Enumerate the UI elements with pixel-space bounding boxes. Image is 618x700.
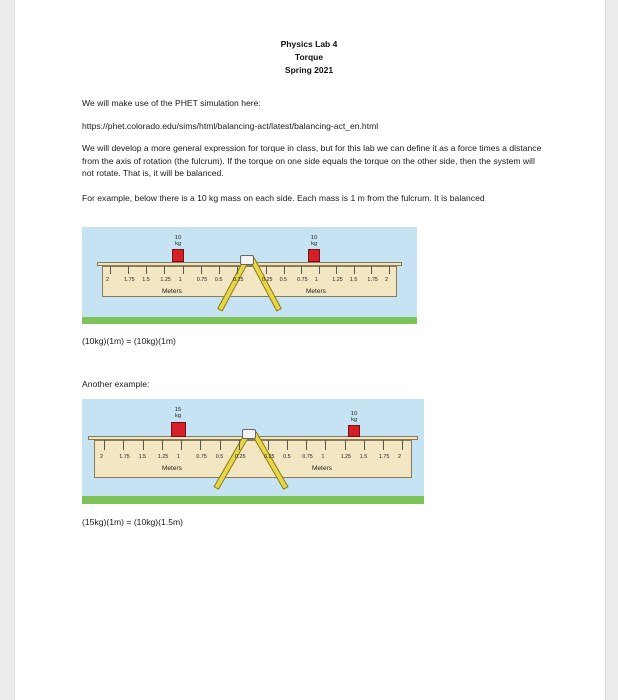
grass-ground [82,496,424,504]
balance-figure-2 [82,399,424,504]
ruler-tick-right [371,266,372,274]
ruler-tick-label-left: 1.25 [160,277,171,283]
ruler-tick-right [284,266,285,274]
equation-2: (15kg)(1m) = (10kg)(1.5m) [82,517,184,527]
ruler-tick-label-left: 0.75 [196,277,208,283]
ruler-tick-right [306,440,307,450]
ruler-tick-label-left: 0.5 [215,454,224,460]
example2-heading: Another example: [82,379,150,389]
ruler-tick-label-right: 0.5 [279,277,288,283]
ruler-tick-right [345,440,346,450]
ruler-tick-label-left: 0.25 [235,454,246,460]
ruler-tick-label-left: 1.5 [142,277,150,283]
ruler-tick-left [164,266,165,274]
ruler-tick-left [181,440,182,450]
ruler-tick-label-right: 1.25 [332,277,343,283]
simulation-url[interactable]: https://phet.colorado.edu/sims/html/balancing-act/latest/balancing-act_en.html [82,121,379,131]
ruler-tick-label-left: 2 [106,277,109,283]
left-mass-brick[interactable] [171,422,186,437]
ruler-tick-right [325,440,326,450]
right-axis-label: Meters [306,288,326,295]
ruler-tick-label-left: 0.5 [214,277,223,283]
ruler-tick-label-right: 0.25 [264,454,275,460]
document-header [0,38,618,77]
ruler-tick-label-left: 1 [177,454,181,460]
ruler-tick-right [336,266,337,274]
ruler-tick-right [301,266,302,274]
left-mass-label: 10 kg [174,235,182,247]
ruler-tick-right [268,440,269,450]
ruler-tick-left [220,440,221,450]
ruler-tick-left [162,440,163,450]
right-mass-label: 10 kg [350,411,358,423]
right-mass-label: 10 kg [310,235,318,247]
ruler-tick-label-right: 1.5 [349,277,358,283]
ruler-tick-right [402,440,403,450]
fulcrum-pivot [242,429,256,439]
ruler-tick-left [237,266,238,274]
ruler-tick-left [183,266,184,274]
ruler-tick-label-right: 0.5 [283,454,291,460]
ruler-tick-right [389,266,390,274]
right-mass-brick[interactable] [348,425,360,437]
explanation-paragraph: We will develop a more general expression for torque in class, but for this lab we can define it as a force times a distance from the axis of rotation (the fulcrum). If the torque on one side equals the torque on the other side, then the system will not rotate. That is, it will be balanced. [82,143,542,178]
intro-paragraph: We will make use of the PHET simulation here: [82,98,261,108]
ruler-tick-left [219,266,220,274]
ruler-tick-left [128,266,129,274]
ruler-tick-label-right: 0.25 [262,277,273,283]
ruler-tick-left [201,266,202,274]
ruler-tick-left [239,440,240,450]
ruler-tick-right [354,266,355,274]
fulcrum-pivot [240,255,254,265]
ruler-tick-label-right: 1.25 [340,454,352,460]
ruler-tick-label-right: 2 [385,277,388,283]
ruler-tick-label-right: 0.75 [297,277,308,283]
ruler-tick-right [287,440,288,450]
ruler-tick-left [143,440,144,450]
right-axis-label: Meters [312,465,332,472]
ruler-tick-label-left: 1 [178,277,182,283]
ruler-tick-right [364,440,365,450]
ruler-tick-label-left: 1.75 [119,454,130,460]
ruler-tick-label-left: 0.25 [233,277,244,283]
ruler-tick-label-left: 1.25 [157,454,169,460]
left-axis-label: Meters [162,465,182,472]
equation-1: (10kg)(1m) = (10kg)(1m) [82,336,176,346]
ruler-tick-right [266,266,267,274]
right-mass-brick[interactable] [308,249,320,262]
ruler-tick-left [146,266,147,274]
left-mass-brick[interactable] [172,249,184,262]
example1-paragraph: For example, below there is a 10 kg mass on each side. Each mass is 1 m from the fulcrum. It is balanced [82,193,485,203]
header-title: Physics Lab 4 [280,39,338,49]
ruler-tick-label-right: 1.5 [359,454,368,460]
ruler-tick-right [383,440,384,450]
ruler-tick-label-right: 1 [314,277,318,283]
ruler-tick-label-left: 0.75 [196,454,207,460]
ruler-tick-right [319,266,320,274]
left-mass-label: 15 kg [174,407,182,419]
ruler-tick-label-left: 1.75 [124,277,135,283]
ruler-tick-left [123,440,124,450]
ruler-tick-label-right: 1.75 [378,454,390,460]
left-axis-label: Meters [162,288,182,295]
ruler-tick-label-left: 1.5 [138,454,147,460]
ruler-tick-label-right: 1 [321,454,325,460]
ruler-tick-label-right: 1.75 [367,277,378,283]
ruler-tick-left [200,440,201,450]
header-term: Spring 2021 [284,65,334,75]
ruler-tick-label-left: 2 [100,454,103,460]
header-subtitle: Torque [294,52,324,62]
ruler-tick-left [104,440,105,450]
grass-ground [82,317,417,324]
ruler-tick-label-right: 2 [398,454,401,460]
ruler-tick-left [110,266,111,274]
balance-figure-1 [82,227,417,324]
ruler-tick-label-right: 0.75 [302,454,313,460]
